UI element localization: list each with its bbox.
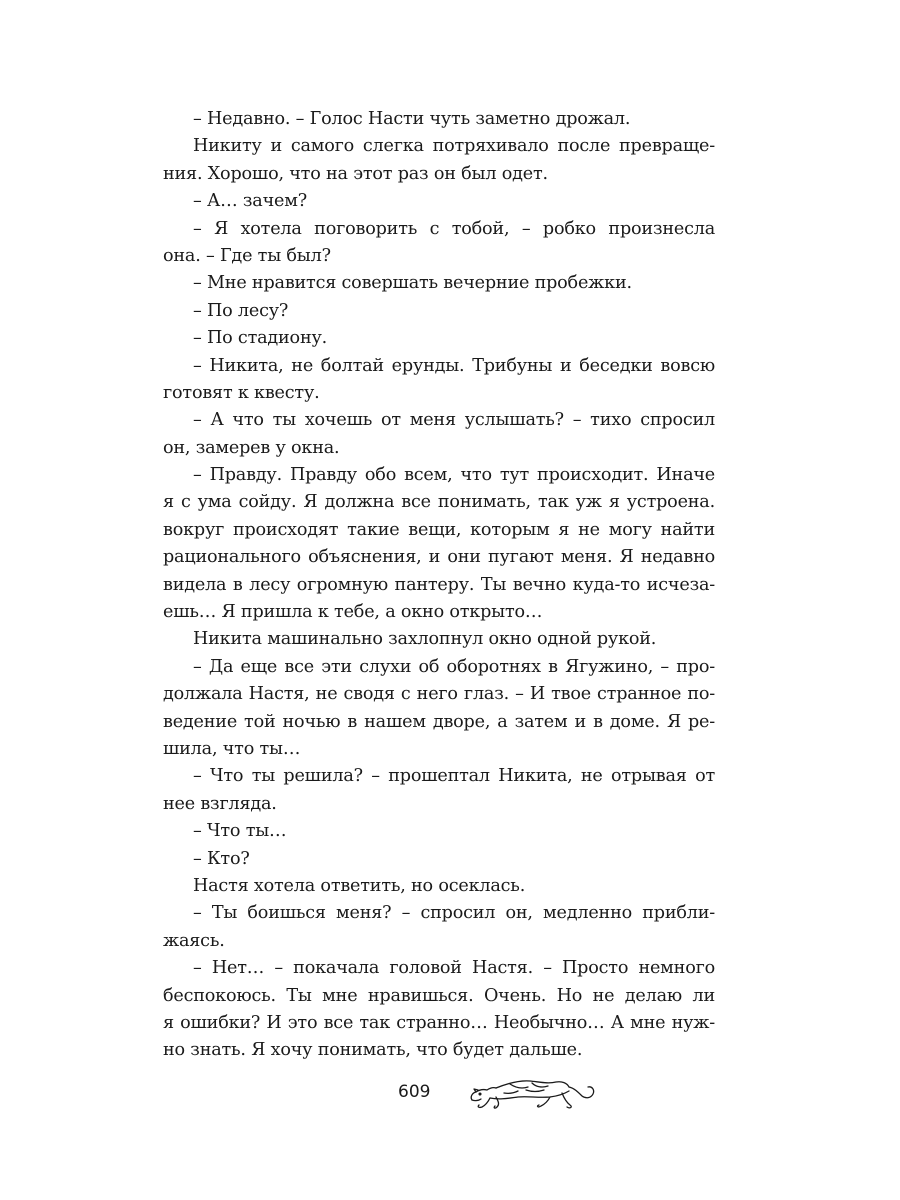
text-line: он, замерев у окна. xyxy=(163,437,340,458)
text-line: Никита машинально захлопнул окно одной рукой. xyxy=(193,629,657,650)
text-line: рационального объяснения, и они пугают меня. Я недавно xyxy=(163,547,715,568)
text-line: нее взгляда. xyxy=(163,793,277,814)
text-line: я с ума сойду. Я должна все понимать, так уж я устроена. xyxy=(163,492,715,513)
text-line: – А… зачем? xyxy=(193,191,307,212)
text-line: но знать. Я хочу понимать, что будет дальше. xyxy=(163,1040,583,1061)
page-body-text xyxy=(163,106,715,1065)
text-line: вокруг происходят такие вещи, которым я не могу найти xyxy=(163,519,715,540)
text-line: – Ты боишься меня? – спросил он, медленно прибли- xyxy=(193,903,715,924)
text-line: Настя хотела ответить, но осеклась. xyxy=(193,875,526,896)
text-line: ешь… Я пришла к тебе, а окно открыто… xyxy=(163,602,543,623)
text-line: – Кто? xyxy=(193,848,250,869)
text-line: – Что ты… xyxy=(193,821,287,842)
text-line: беспокоюсь. Ты мне нравишься. Очень. Но не делаю ли xyxy=(163,985,715,1006)
text-line: – По лесу? xyxy=(193,300,289,321)
panther-icon xyxy=(466,1070,606,1114)
text-line: жаясь. xyxy=(163,930,225,951)
text-line: – Недавно. – Голос Насти чуть заметно дрожал. xyxy=(193,109,631,129)
page-number: 609 xyxy=(398,1082,431,1102)
text-line: должала Настя, не сводя с него глаз. – И твое странное по- xyxy=(163,684,715,705)
text-line: она. – Где ты был? xyxy=(163,245,331,266)
text-line: – Правду. Правду обо всем, что тут происходит. Иначе xyxy=(193,465,715,486)
text-line: видела в лесу огромную пантеру. Ты вечно куда-то исчеза- xyxy=(163,574,715,595)
text-line: ведение той ночью в нашем дворе, а затем и в доме. Я ре- xyxy=(163,711,715,732)
text-line: – Что ты решила? – прошептал Никита, не отрывая от xyxy=(193,766,715,787)
text-line: готовят к квесту. xyxy=(163,382,320,403)
text-line: – Мне нравится совершать вечерние пробежки. xyxy=(193,273,632,294)
text-line: шила, что ты… xyxy=(163,738,301,759)
text-line: – Нет… – покачала головой Настя. – Просто немного xyxy=(193,958,715,979)
text-line: – Никита, не болтай ерунды. Трибуны и беседки вовсю xyxy=(193,355,715,376)
text-line: – Да еще все эти слухи об оборотнях в Ягужино, – про- xyxy=(193,656,715,677)
text-line: ния. Хорошо, что на этот раз он был одет. xyxy=(163,163,548,184)
text-line: – Я хотела поговорить с тобой, – робко произнесла xyxy=(193,218,715,239)
text-line: Никиту и самого слегка потряхивало после превраще- xyxy=(193,136,715,157)
text-line: – А что ты хочешь от меня услышать? – тихо спросил xyxy=(193,410,715,431)
page-footer xyxy=(0,1068,900,1118)
text-line: я ошибки? И это все так странно… Необычно… А мне нуж- xyxy=(163,1012,715,1033)
text-line: – По стадиону. xyxy=(193,328,328,349)
